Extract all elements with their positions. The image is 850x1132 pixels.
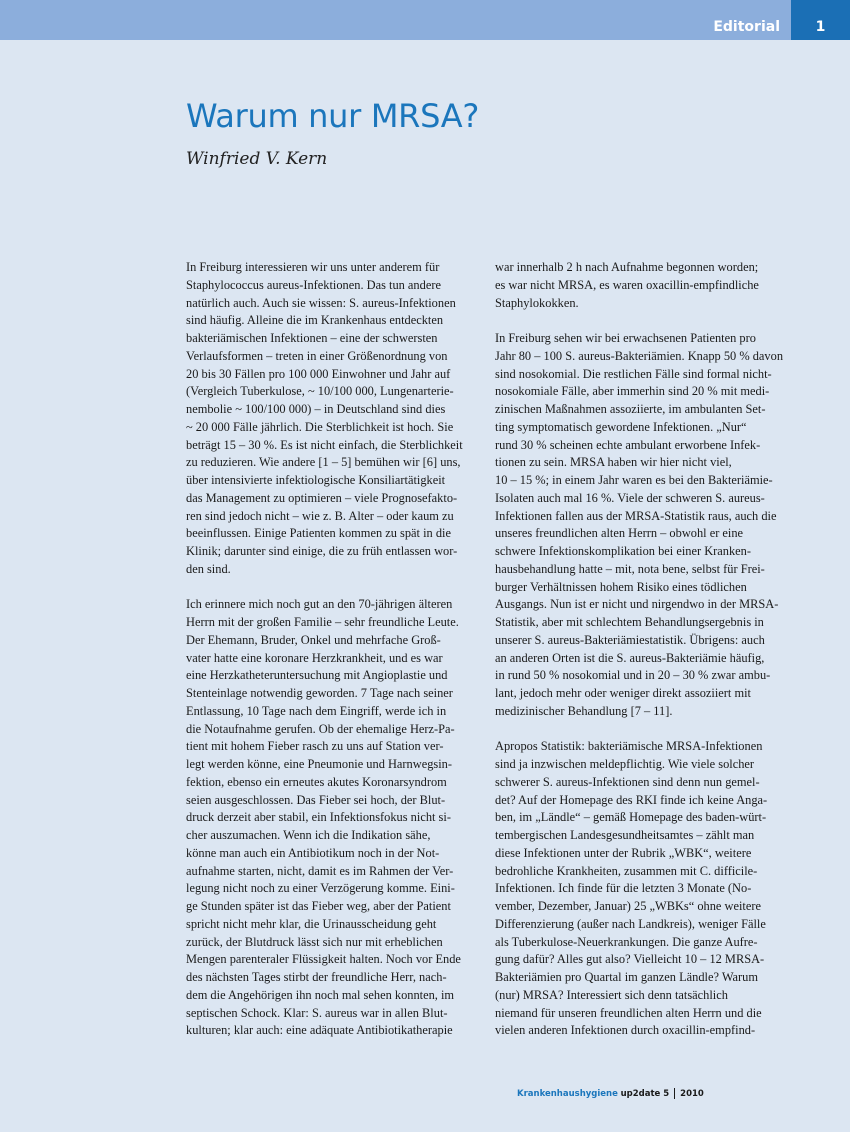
text-line: Statistik, aber mit schlechtem Behandlungsergebnis in [495, 615, 764, 629]
text-line: das Management zu optimieren – viele Prognosefakto- [186, 490, 458, 505]
text-line: ren sind jedoch nicht – wie z. B. Alter – oder kaum zu [186, 508, 454, 523]
text-line: legt werden könne, eine Pneumonie und Harnwegsin- [186, 757, 452, 771]
text-line: Stenteinlage notwendig geworden. 7 Tage nach seiner [186, 686, 453, 700]
text-line: 10 – 15 %; in einem Jahr waren es bei den Bakteriämie- [495, 473, 773, 487]
text-line: Bakteriämien pro Quartal im ganzen Ländle? Warum [495, 970, 759, 984]
text-line: In Freiburg sehen wir bei erwachsenen Patienten pro [495, 331, 756, 345]
text-line: zurück, der Blutdruck lässt sich nur mit erheblichen [186, 934, 443, 949]
text-line: 20 bis 30 Fällen pro 100 000 Einwohner und Jahr auf [186, 366, 451, 381]
text-line: war innerhalb 2 h nach Aufnahme begonnen worden; [495, 260, 759, 274]
text-line: es war nicht MRSA, es waren oxacillin-empfindliche [495, 277, 759, 292]
text-line: Mengen parenteraler Flüssigkeit halten. Noch vor Ende [186, 952, 461, 967]
text-line: Ausgangs. Nun ist er nicht und nirgendwo in der MRSA- [495, 597, 779, 612]
text-line: beträgt 15 – 30 %. Es ist nicht einfach, die Sterblichkeit [186, 437, 463, 452]
text-line: druck derzeit aber stabil, ein Infektionsfokus nicht si- [186, 810, 451, 825]
text-line: Isolaten auch mal 16 %. Viele der schweren S. aureus- [495, 490, 765, 505]
text-line: Entlassung, 10 Tage nach dem Eingriff, werde ich in [186, 703, 447, 718]
text-line: bedrohliche Krankheiten, zusammen mit C. difficile- [495, 863, 758, 878]
text-line: Differenzierung (außer nach Landkreis), weniger Fälle [495, 916, 766, 931]
text-line: aufnahme starten, nicht, damit es im Rahmen der Ver- [186, 863, 454, 878]
text-line: tembergischen Landesgesundheitsamtes – zählt man [495, 828, 755, 842]
text-line: Klinik; darunter sind einige, die zu früh entlassen wor- [186, 544, 458, 558]
text-line: die Notaufnahme gerufen. Ob der ehemalige Herz-Pa- [186, 721, 455, 736]
text-line: nembolie ~ 100/100 000) – in Deutschland sind dies [186, 402, 446, 416]
text-line: Staphylokokken. [495, 295, 579, 310]
text-line: In Freiburg interessieren wir uns unter anderem für [186, 260, 440, 274]
paragraph-gap [495, 721, 795, 739]
text-line: schwere Infektionskomplikation bei einer Kranken- [495, 544, 751, 558]
text-line: als Tuberkulose-Neuerkrankungen. Die ganze Aufre- [495, 934, 758, 949]
text-line: des nächsten Tages stirbt der freundliche Herr, nach- [186, 970, 447, 984]
paragraph-gap [186, 579, 486, 597]
page-footer [517, 1088, 704, 1099]
paragraph-gap [495, 312, 795, 330]
text-line: gung dafür? Alles gut also? Vielleicht 10 – 12 MRSA- [495, 952, 765, 967]
text-line: nosokomiale Fälle, aber immerhin sind 20 % mit medi- [495, 384, 770, 399]
text-line: dem die Angehörigen ihn noch mal sehen konnten, im [186, 987, 455, 1002]
text-line: fektion, ebenso ein erneutes akutes Koronarsyndrom [186, 774, 447, 789]
text-line: spricht nicht mehr klar, die Urinausscheidung geht [186, 916, 437, 931]
text-line: Infektionen fallen aus der MRSA-Statistik raus, auch die [495, 508, 777, 523]
footer-divider [674, 1088, 675, 1099]
text-line: tionen zu sein. MRSA haben wir hier nicht viel, [495, 455, 732, 470]
text-line: vember, Dezember, Januar) 25 „WBKs“ ohne weitere [495, 899, 761, 913]
text-line: könne man auch ein Antibiotikum noch in der Not- [186, 845, 440, 860]
text-line: sind häufig. Alleine die im Krankenhaus entdeckten [186, 313, 444, 328]
text-line: septischen Schock. Klar: S. aureus war in allen Blut- [186, 1005, 448, 1020]
text-line: ~ 20 000 Fälle jährlich. Die Sterblichkeit ist hoch. Sie [186, 419, 454, 434]
text-line: vater hatte eine koronare Herzkrankheit, und es war [186, 650, 443, 665]
text-line: über intensivierte infektiologische Konsiliartätigkeit [186, 473, 446, 487]
text-line: Infektionen. Ich finde für die letzten 3 Monate (No- [495, 881, 752, 896]
text-line: seien ausgeschlossen. Das Fieber sei hoch, der Blut- [186, 792, 446, 807]
text-line: burger Verhältnissen hohem Risiko eines tödlichen [495, 579, 747, 594]
text-line: unserer S. aureus-Bakteriämiestatistik. Übrigens: auch [495, 632, 765, 647]
text-line: rund 30 % scheinen echte ambulant erworbene Infek- [495, 437, 761, 452]
text-line: zinischen Maßnahmen assoziierte, im ambulanten Set- [495, 402, 766, 416]
text-line: bakteriämischen Infektionen – eine der schwersten [186, 331, 438, 345]
text-line: (Vergleich Tuberkulose, ~ 10/100 000, Lungenarterie- [186, 384, 454, 399]
article-author: Winfried V. Kern [186, 149, 328, 169]
text-column-left [186, 259, 486, 1040]
text-line: eine Herzkatheteruntersuchung mit Angioplastie und [186, 668, 448, 683]
text-line: ge Stunden später ist das Fieber weg, aber der Patient [186, 899, 451, 913]
footer-journal: Krankenhaushygiene [517, 1089, 618, 1099]
text-line: natürlich auch. Auch sie wissen: S. aureus-Infektionen [186, 295, 456, 310]
text-line: tient mit hohem Fieber rasch zu uns auf Station ver- [186, 739, 444, 754]
text-line: lant, jedoch mehr oder weniger direkt assoziiert mit [495, 686, 751, 700]
text-line: zu reduzieren. Wie andere [1 – 5] bemühen wir [6] uns, [186, 455, 461, 470]
text-line: Jahr 80 – 100 S. aureus-Bakteriämien. Knapp 50 % davon [495, 348, 784, 363]
text-line: in rund 50 % nosokomial und in 20 – 30 % zwar ambu- [495, 668, 771, 683]
text-line: sind nosokomial. Die restlichen Fälle sind formal nicht- [495, 366, 772, 381]
footer-year: 2010 [680, 1089, 704, 1099]
text-line: Staphylococcus aureus-Infektionen. Das tun andere [186, 277, 441, 292]
text-line: Der Ehemann, Bruder, Onkel und mehrfache Groß- [186, 632, 441, 647]
text-line: det? Auf der Homepage des RKI finde ich keine Anga- [495, 792, 768, 807]
text-line: legung nicht noch zu einer Verzögerung komme. Eini- [186, 881, 455, 896]
text-line: cher auszumachen. Wenn ich die Indikation sähe, [186, 828, 431, 842]
text-line: Herrn mit der großen Familie – sehr freundliche Leute. [186, 615, 459, 629]
text-line: beeinflussen. Einige Patienten kommen zu spät in die [186, 526, 451, 541]
article-title: Warum nur MRSA? [186, 97, 480, 135]
text-line: diese Infektionen unter der Rubrik „WBK“, weitere [495, 845, 752, 860]
text-column-right [495, 259, 795, 1040]
text-line: hausbehandlung hatte – mit, nota bene, selbst für Frei- [495, 561, 765, 576]
page-number: 1 [791, 0, 850, 40]
text-line: Apropos Statistik: bakteriämische MRSA-Infektionen [495, 739, 763, 754]
text-line: Ich erinnere mich noch gut an den 70-jährigen älteren [186, 597, 453, 612]
text-line: vielen anderen Infektionen durch oxacillin-empfind- [495, 1023, 756, 1038]
text-line: (nur) MRSA? Interessiert sich denn tatsächlich [495, 987, 728, 1002]
text-line: schwerer S. aureus-Infektionen sind denn nun gemel- [495, 774, 760, 789]
text-line: medizinischer Behandlung [7 – 11]. [495, 703, 673, 718]
text-line: unseres freundlichen alten Herrn – obwohl er eine [495, 526, 744, 541]
text-line: sind ja inzwischen meldepflichtig. Wie viele solcher [495, 757, 755, 771]
text-line: kulturen; klar auch: eine adäquate Antibiotikatherapie [186, 1023, 453, 1038]
text-line: ben, im „Ländle“ – gemäß Homepage des baden-würt- [495, 810, 767, 825]
text-line: Verlaufsformen – treten in einer Größenordnung von [186, 348, 448, 363]
text-line: ting symptomatisch gewordene Infektionen. „Nur“ [495, 419, 747, 434]
text-line: den sind. [186, 561, 231, 576]
footer-issue: up2date 5 [620, 1089, 670, 1099]
text-line: niemand für unseren freundlichen alten Herrn und die [495, 1005, 762, 1020]
text-line: an anderen Orten ist die S. aureus-Bakteriämie häufig, [495, 650, 765, 665]
section-label: Editorial [713, 19, 780, 35]
